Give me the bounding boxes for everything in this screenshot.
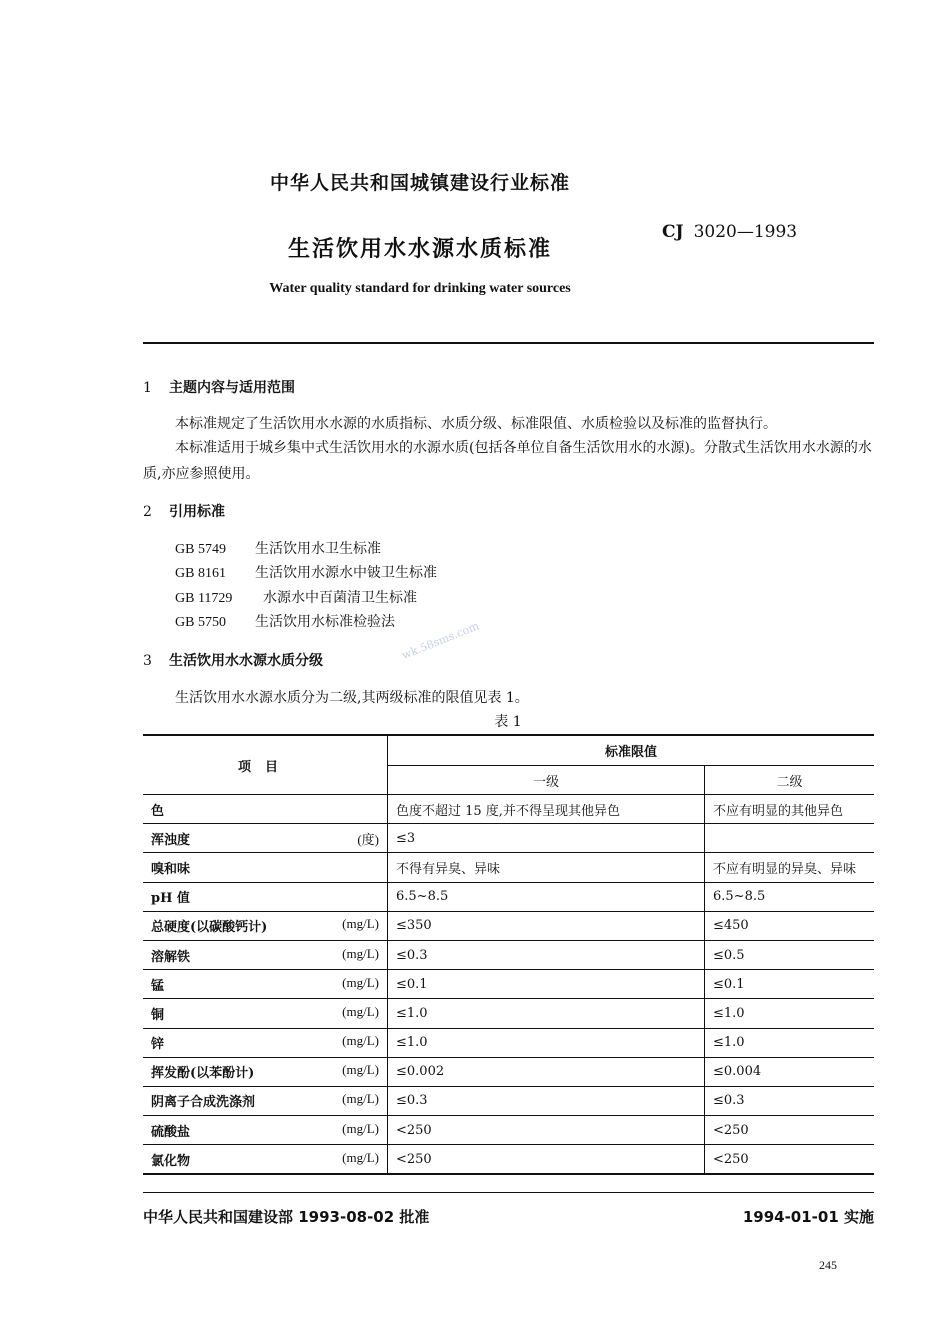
water-quality-table <box>143 734 874 1175</box>
org-title: 中华人民共和国城镇建设行业标准 <box>269 172 570 194</box>
header-grade-1: 一级 <box>388 766 705 795</box>
section-3-heading <box>143 650 323 670</box>
table-row <box>143 1086 874 1115</box>
item-unit: (mg/L) <box>342 945 379 961</box>
table-row <box>143 1028 874 1057</box>
section-number: 1 <box>143 380 152 396</box>
header-standard-limits: 标准限值 <box>388 735 875 766</box>
grade-2-value: <250 <box>713 1122 749 1138</box>
implementation-date: 1994-01-01 实施 <box>742 1208 874 1226</box>
item-name: 浑浊度 <box>151 832 191 848</box>
section-3-paragraph: 生活饮用水水源水质分为二级,其两级标准的限值见表 1。 <box>175 690 529 706</box>
grade-1-value: ≤0.3 <box>388 1086 705 1115</box>
grade-1-value: ≤0.3 <box>388 940 705 969</box>
grade-1-value: ≤0.1 <box>388 970 705 999</box>
item-unit: (mg/L) <box>342 1149 379 1165</box>
table-row <box>143 999 874 1028</box>
item-name: 嗅和味 <box>151 861 191 877</box>
item-cell <box>143 853 388 882</box>
reference-name: 生活饮用水源水中铍卫生标准 <box>255 565 437 581</box>
item-cell <box>143 970 388 999</box>
grade-2-value: ≤0.1 <box>713 976 745 992</box>
reference-item <box>175 611 395 631</box>
grade-2-value: 不应有明显的其他异色 <box>713 803 844 819</box>
reference-code: GB 8161 <box>175 566 226 581</box>
watermark: wk.58sms.com <box>400 619 481 663</box>
table-row <box>143 824 874 853</box>
item-name: 锰 <box>151 978 165 994</box>
item-unit: (mg/L) <box>342 1033 379 1049</box>
item-unit: (度) <box>357 831 379 847</box>
table-caption: 表 1 <box>494 714 522 730</box>
footer-divider <box>143 1192 874 1193</box>
standard-prefix: CJ <box>662 222 684 242</box>
table-row <box>143 1145 874 1175</box>
item-name: 挥发酚(以苯酚计) <box>151 1066 255 1082</box>
header-item: 项目 <box>143 735 388 795</box>
item-unit: (mg/L) <box>342 1091 379 1107</box>
item-name: 色 <box>151 803 165 819</box>
item-name: 阴离子合成洗涤剂 <box>151 1095 256 1111</box>
item-cell <box>143 824 388 853</box>
page-number: 245 <box>819 1258 837 1272</box>
grade-2-value: ≤0.004 <box>713 1064 762 1080</box>
header-grade-2: 二级 <box>776 774 803 790</box>
table-row <box>143 882 874 911</box>
item-name: 总硬度(以碳酸钙计) <box>151 920 268 936</box>
document-title: 生活饮用水水源水质标准 <box>287 236 552 262</box>
paragraph-text: 本标准适用于城乡集中式生活饮用水的水源水质(包括各单位自备生活饮用水的水源)。分散式生活饮用水水源的水质,亦应参照使用。 <box>143 440 872 482</box>
grade-1-value: <250 <box>388 1116 705 1145</box>
table-row <box>143 1116 874 1145</box>
reference-item <box>175 587 417 607</box>
item-name: 硫酸盐 <box>151 1124 191 1140</box>
reference-name: 生活饮用水标准检验法 <box>255 614 395 630</box>
standard-number: 3020—1993 <box>693 222 798 242</box>
item-unit: (mg/L) <box>342 1062 379 1078</box>
section-title: 引用标准 <box>169 504 225 520</box>
table-row <box>143 853 874 882</box>
item-name: 氯化物 <box>151 1153 191 1169</box>
table-row <box>143 911 874 940</box>
section-title: 主题内容与适用范围 <box>169 380 295 396</box>
grade-1-value: 色度不超过 15 度,并不得呈现其他异色 <box>388 795 705 824</box>
item-cell <box>143 795 388 824</box>
section-1-paragraph-1: 本标准规定了生活饮用水水源的水质指标、水质分级、标准限值、水质检验以及标准的监督执行。 <box>175 416 777 432</box>
section-number: 3 <box>143 653 152 669</box>
header-divider <box>143 342 874 344</box>
reference-item <box>175 538 381 558</box>
section-2-heading <box>143 501 225 521</box>
grade-2-value: 不应有明显的异臭、异味 <box>713 861 857 877</box>
grade-1-value: ≤350 <box>388 911 705 940</box>
item-cell <box>143 1145 388 1175</box>
item-name: 铜 <box>151 1007 165 1023</box>
item-unit: (mg/L) <box>342 974 379 990</box>
grade-2-value: ≤0.3 <box>713 1093 745 1109</box>
grade-1-value: 6.5~8.5 <box>388 882 705 911</box>
grade-1-value: <250 <box>388 1145 705 1175</box>
item-cell <box>143 940 388 969</box>
grade-1-value: ≤1.0 <box>388 1028 705 1057</box>
item-cell <box>143 999 388 1028</box>
reference-code: GB 5750 <box>175 615 226 630</box>
table-row <box>143 940 874 969</box>
item-cell <box>143 1116 388 1145</box>
item-unit: (mg/L) <box>342 1120 379 1136</box>
grade-2-value <box>705 824 875 853</box>
section-number: 2 <box>143 504 152 520</box>
grade-2-value: ≤1.0 <box>713 1035 745 1051</box>
section-title: 生活饮用水水源水质分级 <box>169 653 323 669</box>
item-cell <box>143 1057 388 1086</box>
item-cell <box>143 911 388 940</box>
table-row <box>143 795 874 824</box>
item-name: 锌 <box>151 1037 165 1053</box>
reference-item <box>175 562 437 582</box>
item-unit: (mg/L) <box>342 916 379 932</box>
item-cell <box>143 1028 388 1057</box>
item-name: pH 值 <box>151 891 190 907</box>
table-row <box>143 1057 874 1086</box>
reference-name: 水源水中百菌清卫生标准 <box>263 590 417 606</box>
item-unit: (mg/L) <box>342 1003 379 1019</box>
item-cell <box>143 1086 388 1115</box>
approval-note: 中华人民共和国建设部 1993-08-02 批准 <box>143 1208 430 1226</box>
grade-1-value: ≤0.002 <box>388 1057 705 1086</box>
item-name: 溶解铁 <box>151 949 191 965</box>
grade-1-value: ≤1.0 <box>388 999 705 1028</box>
grade-2-value: <250 <box>713 1151 749 1167</box>
grade-1-value: ≤3 <box>388 824 705 853</box>
grade-2-value: ≤450 <box>713 918 749 934</box>
grade-2-value: ≤1.0 <box>713 1005 745 1021</box>
grade-2-value: ≤0.5 <box>713 947 745 963</box>
section-1-paragraph-2 <box>143 435 878 487</box>
grade-1-value: 不得有异臭、异味 <box>388 853 705 882</box>
item-cell <box>143 882 388 911</box>
section-1-heading <box>143 377 295 397</box>
reference-name: 生活饮用水卫生标准 <box>255 541 381 557</box>
reference-code: GB 5749 <box>175 542 226 557</box>
grade-2-value: 6.5~8.5 <box>713 889 766 905</box>
table-row <box>143 970 874 999</box>
reference-code: GB 11729 <box>175 591 233 606</box>
document-title-english: Water quality standard for drinking water sources <box>269 281 571 296</box>
